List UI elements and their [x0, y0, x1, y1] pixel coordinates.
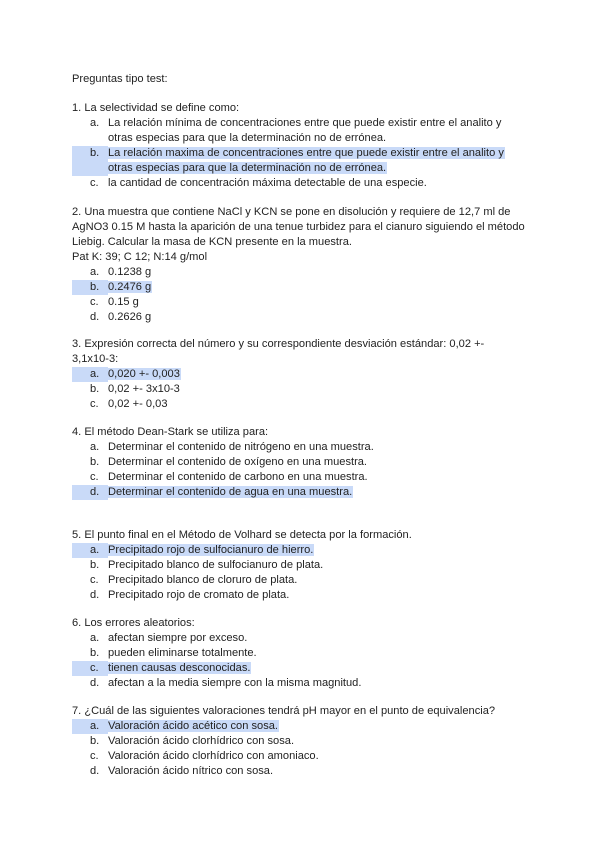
- answer-option-highlighted: [72, 661, 532, 676]
- option-text-line: 0,02 +- 3x10-3: [108, 383, 180, 395]
- option-text-line: Determinar el contenido de oxígeno en una muestra.: [108, 456, 368, 468]
- option-text: [108, 558, 532, 573]
- question-6: [72, 616, 532, 691]
- answer-option-highlighted: [72, 367, 532, 382]
- answer-option: [72, 440, 532, 455]
- option-text-line: Precipitado rojo de cromato de plata.: [108, 589, 290, 601]
- option-text: [108, 646, 532, 661]
- option-text: [108, 588, 532, 603]
- option-text-line: afectan a la media siempre con la misma magnitud.: [108, 677, 362, 689]
- question-stem-line: 7. ¿Cuál de las siguientes valoraciones tendrá pH mayor en el punto de equivalencia?: [72, 705, 496, 717]
- answer-option-highlighted: [72, 719, 532, 734]
- answer-option-highlighted: [72, 146, 532, 176]
- option-letter: b.: [90, 647, 100, 659]
- answer-option: [72, 470, 532, 485]
- option-letter: d.: [90, 677, 100, 689]
- answer-option-highlighted: [72, 485, 532, 500]
- option-text: [108, 310, 532, 325]
- question-stem-line: 2. Una muestra que contiene NaCl y KCN se pone en disolución y requiere de 12,7 ml de: [72, 206, 511, 218]
- answer-option: [72, 588, 532, 603]
- answer-option: [72, 295, 532, 310]
- option-text: [108, 382, 532, 397]
- page-title: Preguntas tipo test:: [72, 73, 168, 85]
- option-text-line: otras especias para que la determinación no de errónea.: [108, 162, 387, 174]
- option-letter: a.: [90, 632, 100, 644]
- answer-option: [72, 631, 532, 646]
- question-stem-line: Liebig. Calcular la masa de KCN presente en la muestra.: [72, 236, 352, 248]
- question-stem-line: 3,1x10-3:: [72, 353, 119, 365]
- question-stem-line: 6. Los errores aleatorios:: [72, 617, 195, 629]
- option-letter: b.: [90, 735, 100, 747]
- answer-option: [72, 382, 532, 397]
- answer-option: [72, 573, 532, 588]
- option-text: [108, 734, 532, 749]
- option-text: [108, 573, 532, 588]
- option-letter: c.: [90, 296, 99, 308]
- option-letter: a.: [72, 367, 108, 382]
- option-letter: b.: [72, 280, 108, 295]
- question-stem-line: 1. La selectividad se define como:: [72, 102, 240, 114]
- option-letter: b.: [90, 456, 100, 468]
- answer-option-highlighted: [72, 543, 532, 558]
- question-4: [72, 425, 532, 500]
- question-stem-line: 4. El método Dean-Stark se utiliza para:: [72, 426, 269, 438]
- answer-option: [72, 749, 532, 764]
- option-text-line: Valoración ácido nítrico con sosa.: [108, 765, 274, 777]
- question-7: [72, 704, 532, 779]
- option-text: [108, 265, 532, 280]
- answer-option: [72, 116, 532, 146]
- answer-options: [72, 265, 532, 325]
- question-stem-line: 3. Expresión correcta del número y su correspondiente desviación estándar: 0,02 +-: [72, 338, 485, 350]
- option-text: [108, 719, 532, 734]
- question-stem-line: AgNO3 0.15 M hasta la aparición de una tenue turbidez para el cianuro siguiendo el método: [72, 221, 525, 233]
- option-letter: d.: [90, 765, 100, 777]
- option-letter: c.: [90, 177, 99, 189]
- answer-option: [72, 310, 532, 325]
- option-text: [108, 485, 532, 500]
- option-letter: d.: [90, 589, 100, 601]
- option-text-line: Valoración ácido acético con sosa.: [108, 720, 278, 732]
- option-text: [108, 455, 532, 470]
- question-1: [72, 101, 532, 191]
- option-text-line: la cantidad de concentración máxima detectable de una especie.: [108, 177, 427, 189]
- option-text-line: Determinar el contenido de carbono en una muestra.: [108, 471, 368, 483]
- option-text-line: Precipitado blanco de sulfocianuro de plata.: [108, 559, 324, 571]
- option-letter: a.: [72, 543, 108, 558]
- option-letter: c.: [90, 398, 99, 410]
- answer-option: [72, 176, 532, 191]
- option-text: [108, 543, 532, 558]
- option-text: [108, 749, 532, 764]
- option-text: [108, 367, 532, 382]
- option-letter: b.: [72, 146, 108, 176]
- answer-options: [72, 719, 532, 779]
- option-text-line: 0.15 g: [108, 296, 139, 308]
- answer-option-highlighted: [72, 280, 532, 295]
- option-text-line: Determinar el contenido de agua en una muestra.: [108, 486, 353, 498]
- option-text: [108, 631, 532, 646]
- option-text-line: tienen causas desconocidas.: [108, 662, 251, 674]
- question-stem-line: 5. El punto final en el Método de Volhard se detecta por la formación.: [72, 529, 412, 541]
- option-letter: a.: [90, 117, 100, 129]
- answer-options: [72, 440, 532, 500]
- question-3: [72, 337, 532, 412]
- option-text-line: La relación mínima de concentraciones entre que puede existir entre el analito y: [108, 117, 502, 129]
- option-letter: d.: [90, 311, 100, 323]
- answer-options: [72, 367, 532, 412]
- option-text-line: 0,020 +- 0,003: [108, 368, 180, 380]
- option-text: [108, 295, 532, 310]
- option-letter: a.: [72, 719, 108, 734]
- option-letter: d.: [72, 485, 108, 500]
- option-text-line: otras especias para que la determinación no de errónea.: [108, 132, 387, 144]
- option-text-line: 0.2476 g: [108, 281, 152, 293]
- option-text: [108, 397, 532, 412]
- answer-option: [72, 558, 532, 573]
- answer-option: [72, 676, 532, 691]
- answer-option: [72, 734, 532, 749]
- option-text-line: Valoración ácido clorhídrico con amoniaco.: [108, 750, 319, 762]
- option-letter: c.: [90, 750, 99, 762]
- option-text: [108, 440, 532, 455]
- option-text: [108, 661, 532, 676]
- option-letter: c.: [90, 574, 99, 586]
- option-letter: a.: [90, 266, 100, 278]
- option-letter: c.: [72, 661, 108, 676]
- option-text: [108, 176, 532, 191]
- question-2: [72, 205, 532, 325]
- option-text-line: afectan siempre por exceso.: [108, 632, 248, 644]
- answer-option: [72, 455, 532, 470]
- answer-options: [72, 543, 532, 603]
- answer-options: [72, 116, 532, 191]
- option-text-line: 0,02 +- 0,03: [108, 398, 168, 410]
- option-text: [108, 280, 532, 295]
- answer-option: [72, 397, 532, 412]
- option-text-line: pueden eliminarse totalmente.: [108, 647, 257, 659]
- option-text-line: 0.1238 g: [108, 266, 152, 278]
- option-text-line: Determinar el contenido de nitrógeno en una muestra.: [108, 441, 374, 453]
- option-text-line: Precipitado blanco de cloruro de plata.: [108, 574, 298, 586]
- option-letter: a.: [90, 441, 100, 453]
- answer-option: [72, 646, 532, 661]
- question-5: [72, 528, 532, 603]
- answer-options: [72, 631, 532, 691]
- option-text-line: Precipitado rojo de sulfocianuro de hierro.: [108, 544, 314, 556]
- option-text: [108, 470, 532, 485]
- option-letter: b.: [90, 383, 100, 395]
- option-text-line: 0.2626 g: [108, 311, 152, 323]
- option-text: [108, 676, 532, 691]
- option-text-line: Valoración ácido clorhídrico con sosa.: [108, 735, 295, 747]
- option-letter: c.: [90, 471, 99, 483]
- option-letter: b.: [90, 559, 100, 571]
- answer-option: [72, 764, 532, 779]
- answer-option: [72, 265, 532, 280]
- question-stem-line: Pat K: 39; C 12; N:14 g/mol: [72, 251, 208, 263]
- option-text: [108, 146, 532, 176]
- option-text: [108, 764, 532, 779]
- option-text: [108, 116, 532, 146]
- option-text-line: La relación maxima de concentraciones entre que puede existir entre el analito y: [108, 147, 504, 159]
